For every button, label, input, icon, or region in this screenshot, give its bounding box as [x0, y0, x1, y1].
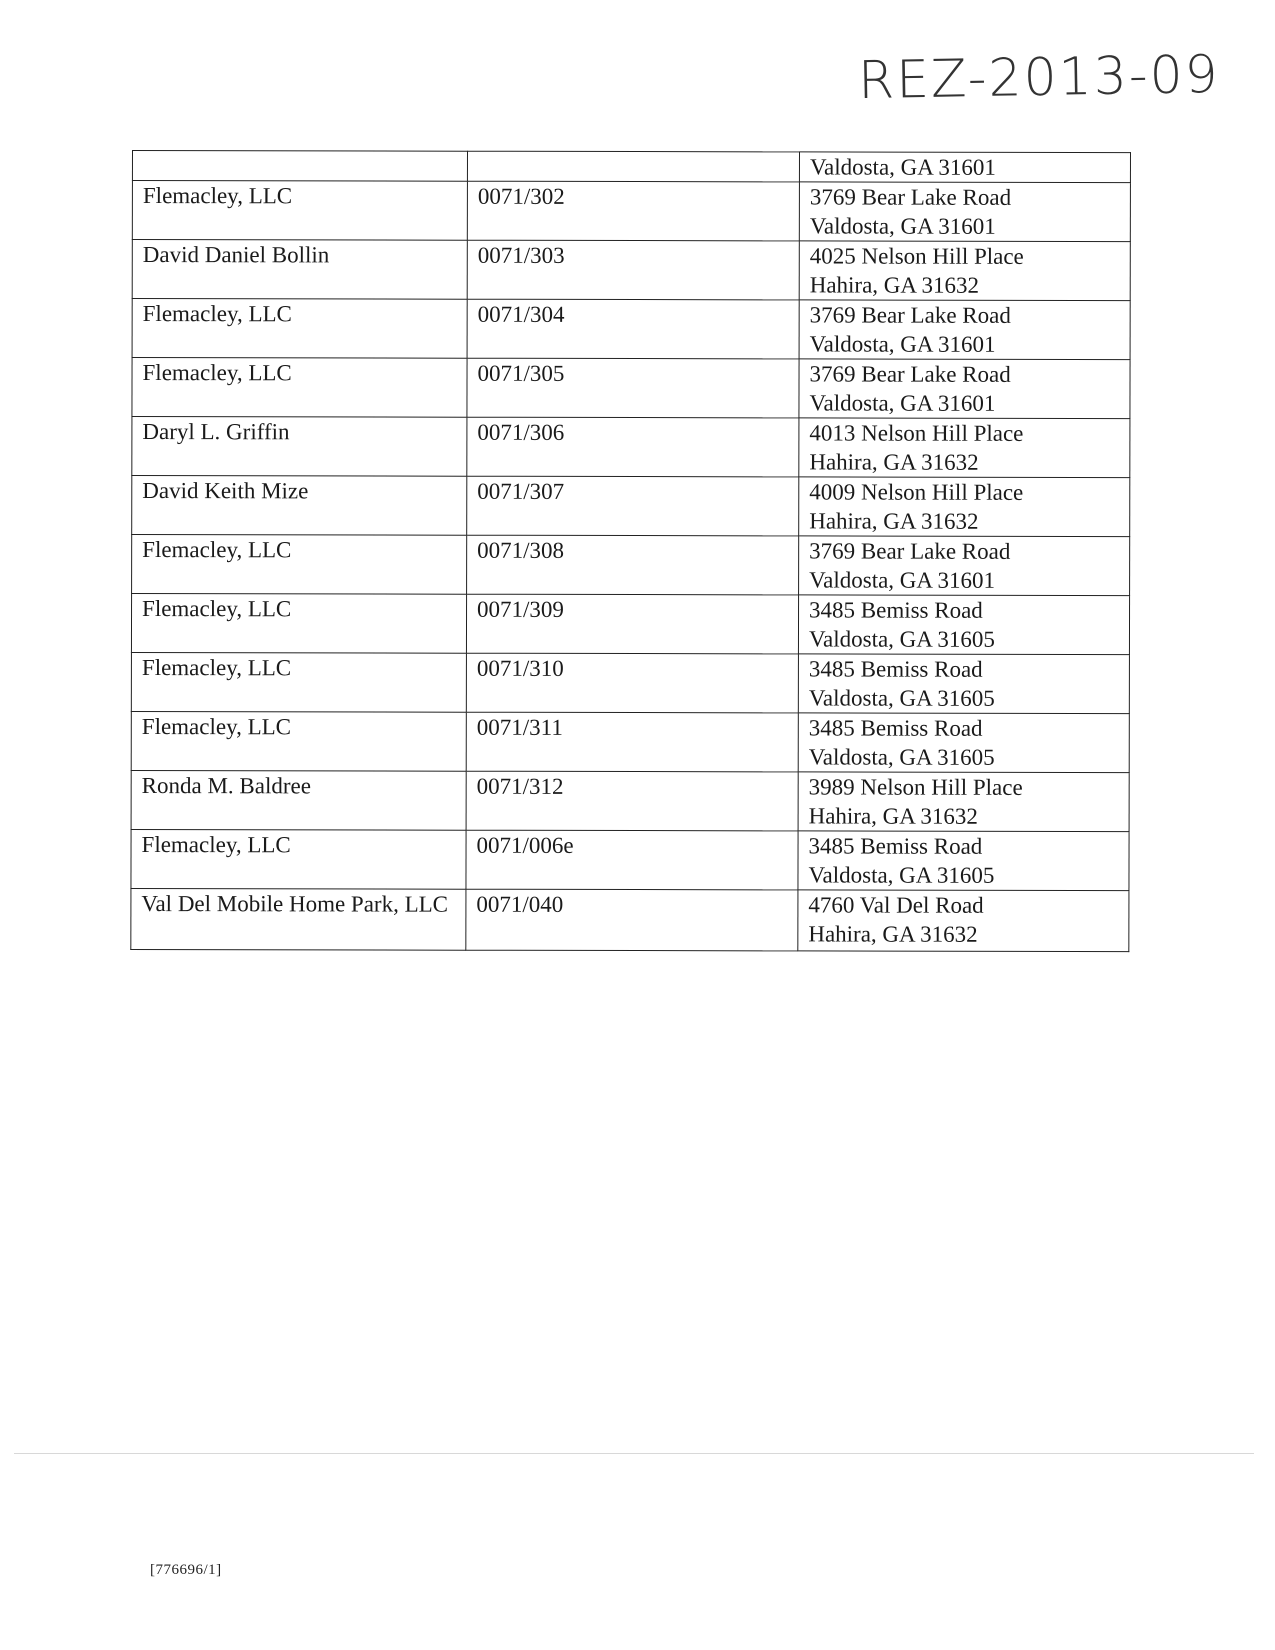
- property-owners-table: [130, 150, 1131, 952]
- table-row: [132, 417, 1130, 478]
- parcel-cell: [467, 151, 799, 182]
- address-city-line: Valdosta, GA 31601: [809, 390, 996, 416]
- address-street-line: 3485 Bemiss Road: [808, 715, 983, 741]
- address-street-line: 4009 Nelson Hill Place: [809, 479, 1024, 505]
- owner-cell: Flemacley, LLC: [132, 358, 467, 418]
- owner-cell: David Keith Mize: [132, 476, 467, 536]
- owner-cell: Flemacley, LLC: [132, 299, 467, 359]
- address-cell: [798, 831, 1129, 891]
- table-row: [131, 711, 1129, 772]
- address-cell: [799, 477, 1130, 537]
- address-cell: [799, 182, 1130, 242]
- address-city-line: Hahira, GA 31632: [809, 508, 979, 534]
- address-city-line: Hahira, GA 31632: [809, 272, 980, 298]
- table-row: [132, 240, 1130, 301]
- address-street-line: 3485 Bemiss Road: [808, 833, 983, 859]
- scan-divider: [14, 1453, 1254, 1454]
- address-street-line: 3485 Bemiss Road: [809, 597, 983, 623]
- address-street-line: 3485 Bemiss Road: [808, 656, 983, 682]
- address-cell: [798, 772, 1129, 832]
- table-row: [132, 299, 1130, 360]
- address-street-line: 4013 Nelson Hill Place: [809, 420, 1024, 446]
- address-cell: [799, 536, 1130, 596]
- address-city-line: Valdosta, GA 31605: [808, 685, 995, 711]
- table-row: [132, 535, 1130, 596]
- parcel-cell: 0071/006e: [466, 830, 798, 890]
- table-row: [132, 181, 1130, 242]
- owner-cell: Val Del Mobile Home Park, LLC: [131, 888, 466, 950]
- parcel-cell: 0071/040: [466, 889, 798, 951]
- table-row: [131, 888, 1129, 951]
- parcel-cell: 0071/302: [467, 181, 799, 241]
- owner-cell: Flemacley, LLC: [131, 652, 466, 712]
- owner-cell: Flemacley, LLC: [131, 594, 466, 654]
- table-row: [131, 594, 1129, 655]
- address-city-line: Valdosta, GA 31601: [809, 567, 996, 593]
- owner-cell: [132, 151, 467, 182]
- address-street-line: 4025 Nelson Hill Place: [809, 243, 1024, 269]
- table-row-continuation: [132, 151, 1130, 183]
- address-cell: [799, 418, 1130, 478]
- address-street-line: 3989 Nelson Hill Place: [808, 774, 1023, 800]
- parcel-cell: 0071/304: [467, 299, 799, 359]
- parcel-cell: 0071/307: [467, 476, 799, 536]
- address-street-line: 3769 Bear Lake Road: [809, 361, 1011, 387]
- document-number: [776696/1]: [150, 1562, 222, 1578]
- address-city-line: Hahira, GA 31632: [808, 803, 978, 829]
- parcel-cell: 0071/303: [467, 240, 799, 300]
- address-city-line: Valdosta, GA 31601: [809, 331, 996, 357]
- table-row: [132, 358, 1130, 419]
- address-city-line: Valdosta, GA 31605: [808, 862, 995, 888]
- owner-cell: Flemacley, LLC: [132, 535, 467, 595]
- table-row: [131, 829, 1129, 890]
- parcel-cell: 0071/310: [466, 653, 798, 713]
- address-city-line: Hahira, GA 31632: [808, 921, 978, 947]
- table-row: [131, 652, 1129, 713]
- parcel-cell: 0071/309: [466, 594, 798, 654]
- address-city-line: Valdosta, GA 31605: [808, 744, 995, 770]
- address-street-line: 3769 Bear Lake Road: [809, 302, 1011, 328]
- address-cell: [798, 654, 1129, 714]
- address-city-line: Hahira, GA 31632: [809, 449, 979, 475]
- owner-cell: Flemacley, LLC: [132, 181, 467, 241]
- parcel-cell: 0071/311: [466, 712, 798, 772]
- address-street-line: 3769 Bear Lake Road: [809, 184, 1012, 210]
- address-street-line: 4760 Val Del Road: [808, 892, 984, 918]
- address-cell: [799, 359, 1130, 419]
- address-cell: [799, 300, 1130, 360]
- address-city-line: Valdosta, GA 31601: [809, 154, 996, 180]
- parcel-cell: 0071/306: [467, 417, 799, 477]
- parcel-cell: 0071/305: [467, 358, 799, 418]
- parcel-cell: 0071/308: [467, 535, 799, 595]
- owner-cell: Flemacley, LLC: [131, 711, 466, 771]
- address-city-line: Valdosta, GA 31601: [809, 213, 996, 239]
- table-row: [132, 476, 1130, 537]
- table-row: [131, 770, 1129, 831]
- owner-cell: Ronda M. Baldree: [131, 770, 466, 830]
- address-cell: [798, 890, 1129, 952]
- owner-cell: David Daniel Bollin: [132, 240, 467, 300]
- address-city-line: Valdosta, GA 31605: [808, 626, 995, 652]
- address-cell: [798, 595, 1129, 655]
- address-cell: [799, 152, 1130, 183]
- handwritten-case-number: REZ-2013-09: [857, 44, 1221, 112]
- address-street-line: 3769 Bear Lake Road: [809, 538, 1011, 564]
- parcel-cell: 0071/312: [466, 771, 798, 831]
- address-cell: [798, 713, 1129, 773]
- owner-cell: Daryl L. Griffin: [132, 417, 467, 477]
- address-cell: [799, 241, 1130, 301]
- owner-cell: Flemacley, LLC: [131, 829, 466, 889]
